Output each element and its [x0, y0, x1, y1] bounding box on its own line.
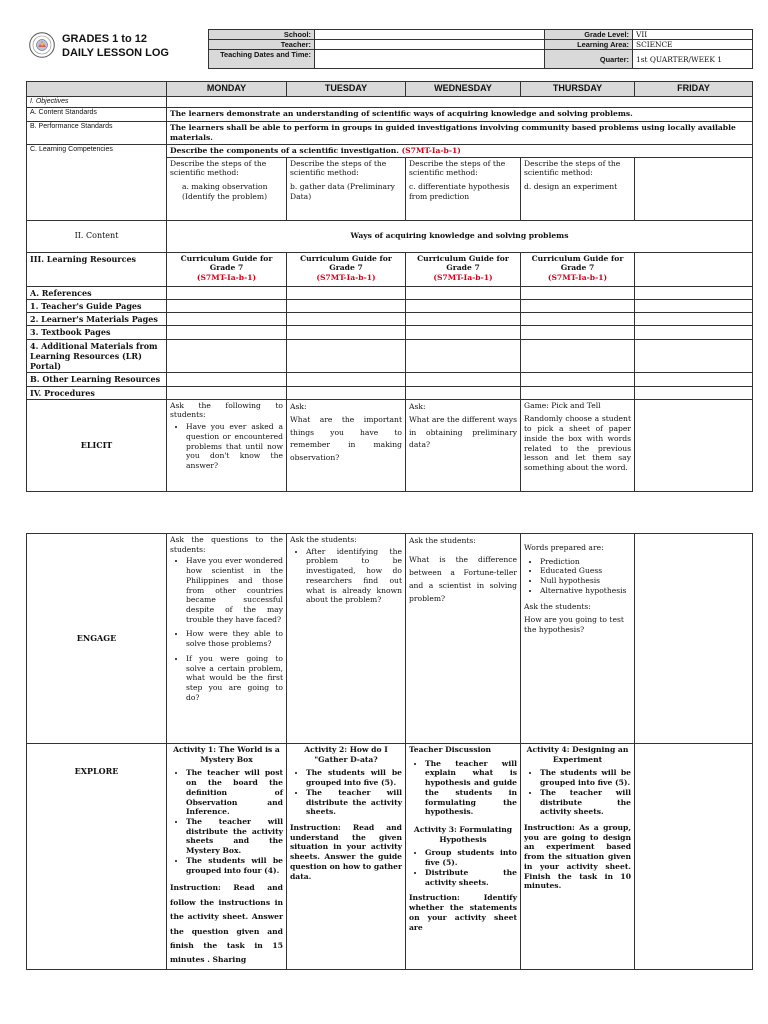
engage-label: ENGAGE: [27, 534, 167, 744]
day-header-tuesday: TUESDAY: [287, 82, 406, 97]
teaching-dates-value: [315, 50, 545, 69]
content-standards-text: The learners demonstrate an understanding of scientific ways of acquiring knowledge and solving problems.: [167, 108, 753, 122]
performance-standards-text: The learners shall be able to perform in groups in guided investigations involving community based problems using locally available materials.: [167, 122, 753, 144]
competency-tuesday: Describe the steps of the scientific method: b. gather data (Preliminary Data): [287, 157, 406, 220]
other-resources-label: B. Other Learning Resources: [27, 373, 167, 386]
competency-thursday: Describe the steps of the scientific method: d. design an experiment: [521, 157, 635, 220]
content-standards-label: A. Content Standards: [27, 108, 167, 122]
learning-competencies-label: C. Learning Competencies: [27, 144, 167, 220]
learners-materials-label: 2. Learner's Materials Pages: [27, 313, 167, 326]
school-label: School:: [209, 30, 315, 40]
elicit-wednesday: Ask: What are the different ways in obtaining preliminary data?: [406, 399, 521, 491]
grade-level-value: VII: [633, 30, 753, 40]
explore-wednesday: Teacher Discussion • The teacher will explain what is hypothesis and guide the students in formulating the hypothesis. Activity 3: Formulating Hypothesis • Group students into five (5). • Distribute the activity sheets. Instruction: Identify whether the statements on your activity sheet are: [406, 744, 521, 970]
performance-standards-label: B. Performance Standards: [27, 122, 167, 144]
objectives-label: I. Objectives: [27, 96, 167, 108]
elicit-monday: Ask the following to students: • Have you ever asked a question or encountered problems that until now you don't know the answer?: [167, 399, 287, 491]
resource-tuesday: Curriculum Guide for Grade 7 (S7MT-Ia-b-1): [287, 252, 406, 286]
elicit-thursday: Game: Pick and Tell Randomly choose a student to pick a sheet of paper inside the box with words related to the previous lesson and let them say something about the word.: [521, 399, 635, 491]
learning-area-value: SCIENCE: [633, 40, 753, 50]
procedures-label: IV. Procedures: [27, 386, 167, 399]
additional-materials-label: 4. Additional Materials from Learning Resources (LR) Portal): [27, 339, 167, 373]
day-header-friday: FRIDAY: [635, 82, 753, 97]
textbook-label: 3. Textbook Pages: [27, 326, 167, 339]
learning-resources-label: III. Learning Resources: [27, 252, 167, 286]
title-line-2: DAILY LESSON LOG: [62, 47, 169, 59]
quarter-label: Quarter:: [545, 50, 633, 69]
explore-monday: Activity 1: The World is a Mystery Box • The teacher will post on the board the definition of Observation and Inference. • The teacher will distribute the activity sheets and the Mystery Box. • The students will be grouped into four (4). Instruction: Read and follow the instructions in the activity sheet. Answer the question given and finish the task in 15 minutes . Sharing: [167, 744, 287, 970]
content-label: II. Content: [27, 220, 167, 252]
competency-wednesday: Describe the steps of the scientific method: c. differentiate hypothesis from prediction: [406, 157, 521, 220]
teaching-dates-label: Teaching Dates and Time:: [209, 50, 315, 69]
deped-seal-logo: [29, 32, 55, 58]
engage-tuesday: Ask the students: • After identifying the problem to be investigated, how do researchers find out what is already known about the problem?: [287, 534, 406, 744]
explore-label: EXPLORE: [27, 744, 167, 970]
quarter-value: 1st QUARTER/WEEK 1: [633, 50, 753, 69]
teacher-label: Teacher:: [209, 40, 315, 50]
engage-wednesday: Ask the students: What is the difference between a Fortune-teller and a scientist in solving problem?: [406, 534, 521, 744]
resource-thursday: Curriculum Guide for Grade 7 (S7MT-Ia-b-1): [521, 252, 635, 286]
grade-level-label: Grade Level:: [545, 30, 633, 40]
teachers-guide-label: 1. Teacher's Guide Pages: [27, 299, 167, 312]
engage-monday: Ask the questions to the students: • Have you ever wondered how scientist in the Philippines and those from other countries became successful despite of the may trouble they have faced? • How were they able to solve those problems? • If you were going to solve a certain problem, what would be the first step you are going to do?: [167, 534, 287, 744]
elicit-tuesday: Ask: What are the important things you have to remember in making observation?: [287, 399, 406, 491]
resource-wednesday: Curriculum Guide for Grade 7 (S7MT-Ia-b-1): [406, 252, 521, 286]
day-header-wednesday: WEDNESDAY: [406, 82, 521, 97]
references-label: A. References: [27, 286, 167, 299]
lesson-log-table-part1: [26, 81, 753, 492]
lesson-log-table-part2: [26, 533, 753, 970]
day-header-thursday: THURSDAY: [521, 82, 635, 97]
resource-monday: Curriculum Guide for Grade 7 (S7MT-Ia-b-1): [167, 252, 287, 286]
explore-tuesday: Activity 2: How do I "Gather D-ata? • The students will be grouped into five (5). • The teacher will distribute the activity sheets. Instruction: Read and understand the given situation in your activity sheets. Answer the guide question on how to gather data.: [287, 744, 406, 970]
explore-thursday: Activity 4: Designing an Experiment • The students will be grouped into five (5). • The teacher will distribute the activity sheets. Instruction: As a group, you are going to design an experiment based from the situation given in your activity sheet. Finish the task in 10 minutes.: [521, 744, 635, 970]
competency-main: Describe the components of a scientific investigation. (S7MT-Ia-b-1): [167, 144, 753, 157]
header-info-table: [208, 29, 753, 69]
elicit-label: ELICIT: [27, 399, 167, 491]
teacher-value: [315, 40, 545, 50]
title-line-1: GRADES 1 to 12: [62, 33, 147, 45]
day-header-monday: MONDAY: [167, 82, 287, 97]
competency-monday: Describe the steps of the scientific method: a. making observation (Identify the problem): [167, 157, 287, 220]
school-value: [315, 30, 545, 40]
learning-area-label: Learning Area:: [545, 40, 633, 50]
content-value: Ways of acquiring knowledge and solving problems: [167, 220, 753, 252]
engage-thursday: Words prepared are: • Prediction • Educated Guess • Null hypothesis • Alternative hypothesis Ask the students: How are you going to test the hypothesis?: [521, 534, 635, 744]
